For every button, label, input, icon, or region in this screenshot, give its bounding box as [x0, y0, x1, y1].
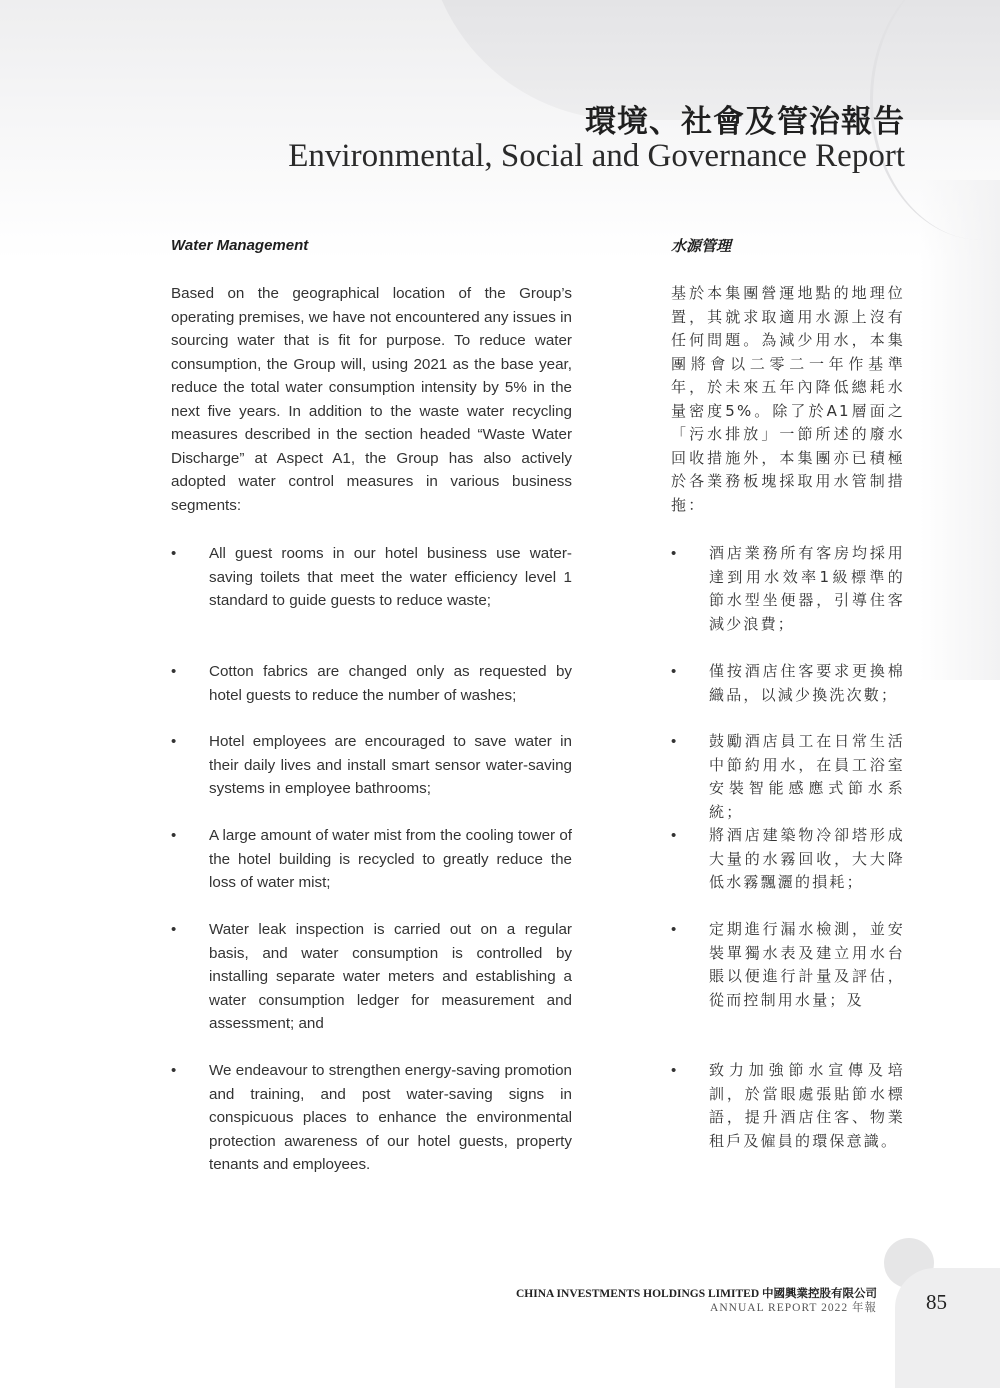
- footer-company-name: CHINA INVESTMENTS HOLDINGS LIMITED 中國興業控股有限公司: [515, 1288, 877, 1300]
- chinese-column: [671, 236, 905, 1150]
- bullet-item-english: [171, 1059, 572, 1177]
- bullet-text-english: Hotel employees are encouraged to save water in their daily lives and install smart sensor water-saving systems in employee bathrooms;: [209, 733, 572, 797]
- bullet-item-chinese: [671, 660, 905, 707]
- bullet-item-chinese: [671, 824, 905, 895]
- page-number: 85: [926, 1290, 947, 1314]
- bullet-item-english: [171, 660, 572, 707]
- bullet-item-english: [171, 730, 572, 801]
- section-heading-english: Water Management: [171, 237, 309, 254]
- bullet-icon: •: [171, 733, 177, 750]
- bullet-text-english: All guest rooms in our hotel business use water-saving toilets that meet the water efficiency level 1 standard to guide guests to reduce waste;: [209, 545, 572, 609]
- bullet-icon: •: [171, 663, 177, 680]
- intro-paragraph-chinese: 基於本集團營運地點的地理位置，其就求取適用水源上沒有任何問題。為減少用水，本集團將會以二零二一年作基準年，於未來五年內降低總耗水量密度5%。除了於A1層面之「污水排放」一節所述的廢水回收措施外，本集團亦已積極於各業務板塊採取用水管制措拖：: [671, 284, 905, 514]
- bullet-icon: •: [671, 921, 677, 938]
- bullet-text-english: Water leak inspection is carried out on a regular basis, and water consumption is controlled by installing separate water meters and establishing a water consumption ledger for measurement and assessment; and: [209, 921, 572, 1032]
- bullet-item-chinese: [671, 1059, 905, 1153]
- bullet-icon: •: [671, 545, 677, 562]
- bullet-icon: •: [171, 921, 177, 938]
- bullet-text-chinese: 僅按酒店住客要求更換棉織品，以減少換洗次數；: [709, 662, 905, 704]
- bullet-icon: •: [671, 827, 677, 844]
- decorative-corner-shape: [895, 1268, 1000, 1388]
- bullet-text-english: We endeavour to strengthen energy-saving promotion and training, and post water-saving signs in conspicuous places to enhance the environmental protection awareness of our hotel guests, property tenants and employees.: [209, 1062, 572, 1173]
- english-column: [171, 236, 572, 1173]
- bullet-item-chinese: [671, 542, 905, 636]
- bullet-item-chinese: [671, 730, 905, 824]
- bullet-icon: •: [671, 1062, 677, 1079]
- footer-report-label: ANNUAL REPORT 2022 年報: [710, 1302, 877, 1314]
- report-title-english: Environmental, Social and Governance Report: [288, 138, 905, 174]
- bullet-text-chinese: 定期進行漏水檢測，並安裝單獨水表及建立用水台賬以便進行計量及評估，從而控制用水量；及: [709, 920, 905, 1009]
- bullet-icon: •: [171, 827, 177, 844]
- bullet-item-english: [171, 918, 572, 1036]
- bullet-icon: •: [671, 663, 677, 680]
- bullet-text-chinese: 致力加強節水宣傳及培訓，於當眼處張貼節水標語，提升酒店住客、物業租戶及僱員的環保意識。: [709, 1061, 905, 1150]
- bullet-text-chinese: 鼓勵酒店員工在日常生活中節約用水，在員工浴室安裝智能感應式節水系統；: [709, 732, 905, 821]
- decorative-side-fade: [920, 180, 1000, 680]
- bullet-item-english: [171, 824, 572, 895]
- bullet-text-english: Cotton fabrics are changed only as requested by hotel guests to reduce the number of washes;: [209, 663, 572, 704]
- bullet-text-chinese: 將酒店建築物冷卻塔形成大量的水霧回收，大大降低水霧飄灑的損耗；: [709, 826, 905, 891]
- bullet-text-chinese: 酒店業務所有客房均採用達到用水效率1級標準的節水型坐便器，引導住客減少浪費；: [709, 544, 905, 633]
- report-title-chinese: 環境、社會及管治報告: [585, 104, 905, 140]
- bullet-icon: •: [171, 545, 177, 562]
- intro-paragraph-english: Based on the geographical location of the Group’s operating premises, we have not encountered any issues in sourcing water that is fit for purpose. To reduce water consumption, the Group will, using 2021 as the base year, reduce the total water consumption intensity by 5% in the next five years. In addition to the waste water recycling measures described in the section headed “Waste Water Discharge” at Aspect A1, the Group has also actively adopted water control measures in various business segments:: [171, 285, 572, 514]
- bullet-icon: •: [171, 1062, 177, 1079]
- bullet-text-english: A large amount of water mist from the cooling tower of the hotel building is recycled to greatly reduce the loss of water mist;: [209, 827, 572, 891]
- bullet-item-english: [171, 542, 572, 613]
- bullet-icon: •: [671, 733, 677, 750]
- bullet-item-chinese: [671, 918, 905, 1012]
- section-heading-chinese: 水源管理: [671, 237, 732, 255]
